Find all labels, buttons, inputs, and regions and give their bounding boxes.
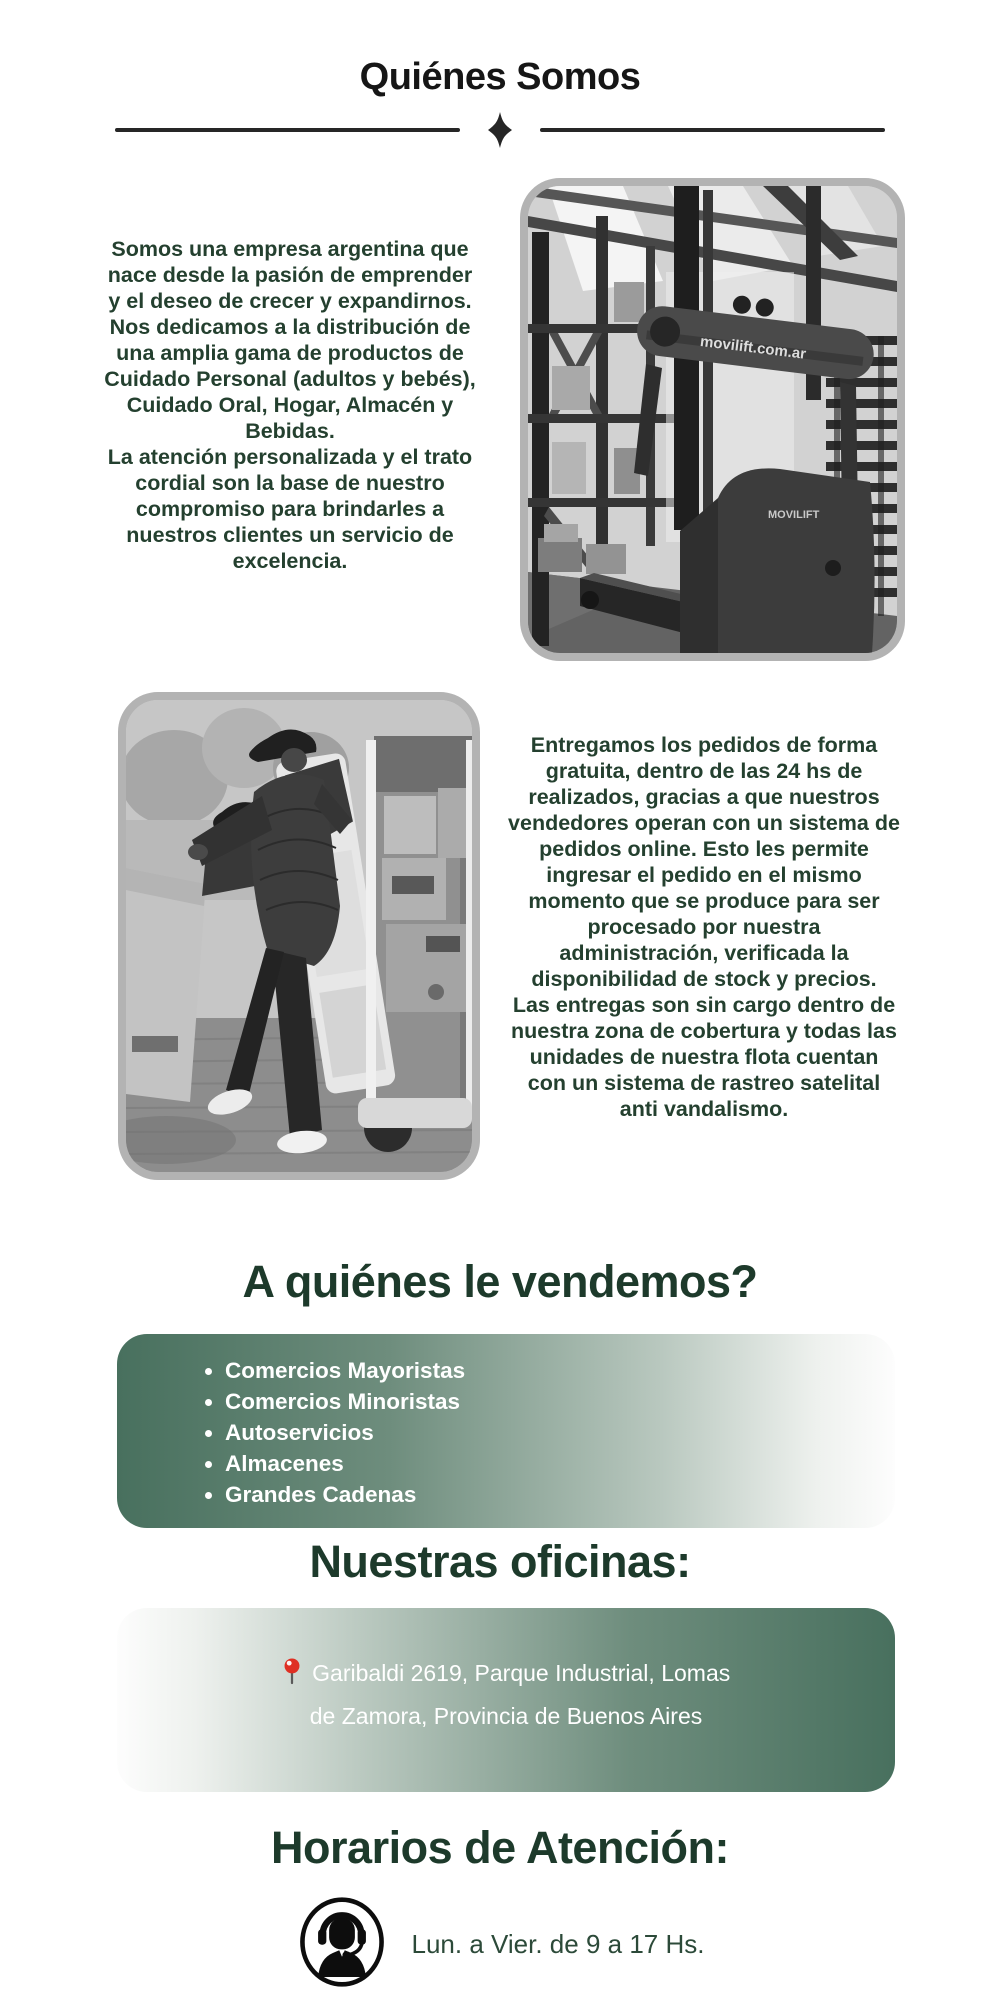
delivery-van-illustration	[126, 700, 472, 1172]
customers-heading: A quiénes le vendemos?	[242, 1256, 758, 1307]
headset-agent-icon	[296, 1896, 388, 1993]
delivery-text-block	[508, 732, 900, 1122]
customers-list-item: • Grandes Cadenas	[225, 1479, 895, 1510]
hours-heading: Horarios de Atención:	[271, 1822, 729, 1873]
customers-list	[117, 1334, 895, 1510]
about-paragraph: La atención personalizada y el trato cordial son la base de nuestro compromiso para brindarles a nuestros clientes un servicio de excelencia.	[107, 445, 473, 573]
delivery-van-photo	[118, 692, 480, 1180]
warehouse-forklift-photo	[520, 178, 905, 661]
customers-list-item: • Comercios Minoristas	[225, 1386, 895, 1417]
office-address	[117, 1608, 895, 1735]
about-text-block	[100, 236, 480, 574]
hours-schedule: Lun. a Vier. de 9 a 17 Hs.	[411, 1929, 705, 1959]
warehouse-forklift-illustration	[528, 186, 897, 653]
photo-watermark: movilift.com.ar	[699, 332, 808, 363]
delivery-paragraph: Las entregas son sin cargo dentro de nuestra zona de cobertura y todas las unidades de nuestra flota cuentan con un sistema de rastreo satelital anti vandalismo.	[511, 993, 897, 1121]
customers-list-item: • Comercios Mayoristas	[225, 1355, 895, 1386]
customers-list-item: • Autoservicios	[225, 1417, 895, 1448]
forklift-brand-label: MOVILIFT	[768, 509, 820, 521]
diamond-divider-icon	[485, 110, 515, 155]
office-address-line2: de Zamora, Provincia de Buenos Aires	[309, 1703, 703, 1729]
delivery-paragraph: Entregamos los pedidos de forma gratuita, dentro de las 24 hs de realizados, gracias a que nuestros vendedores operan con un sistema de pedidos online. Esto les permite ingresar el pedido en el mismo momento que se produce para ser procesado por nuestra administración, verificada la disponibilidad de stock y precios.	[508, 733, 900, 991]
office-address-line1: Garibaldi 2619, Parque Industrial, Lomas	[312, 1660, 731, 1686]
offices-heading: Nuestras oficinas:	[309, 1536, 691, 1587]
hours-row	[0, 1896, 1000, 1993]
customers-list-item: • Almacenes	[225, 1448, 895, 1479]
about-paragraph: Somos una empresa argentina que nace desde la pasión de emprender y el deseo de crecer y expandirnos.	[107, 237, 473, 313]
location-pin-icon	[282, 1665, 308, 1691]
about-paragraph: Nos dedicamos a la distribución de una amplia gama de productos de Cuidado Personal (adultos y bebés), Cuidado Oral, Hogar, Almacén y Bebidas.	[104, 315, 476, 443]
divider-line-left	[115, 128, 460, 132]
divider-line-right	[540, 128, 885, 132]
customers-box	[117, 1334, 895, 1528]
page-title: Quiénes Somos	[359, 56, 641, 98]
offices-address-box	[117, 1608, 895, 1792]
